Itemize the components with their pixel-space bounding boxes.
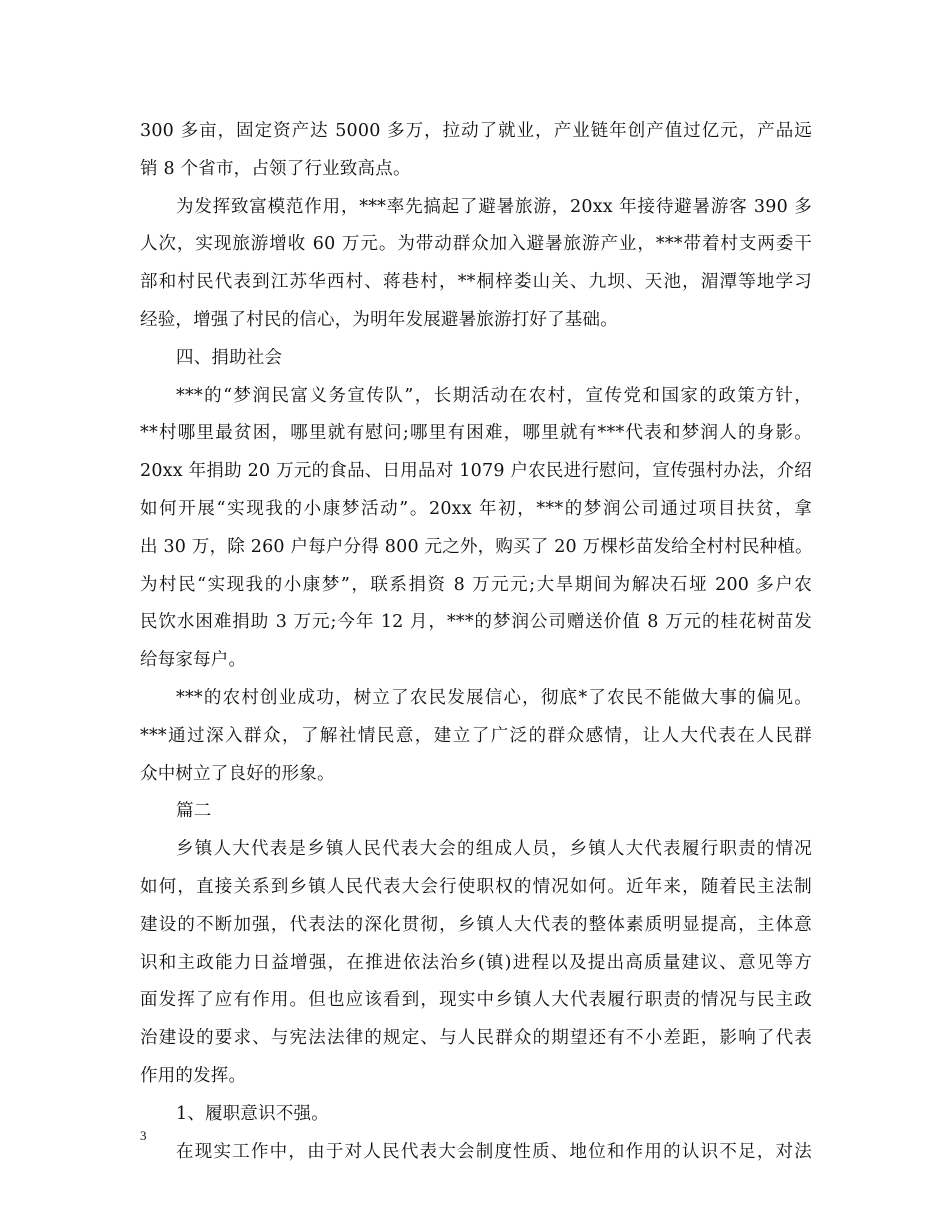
text-line: 销 8 个省市，占领了行业致高点。	[140, 158, 411, 179]
text-line: 部和村民代表到江苏华西村、蒋巷村，**桐梓娄山关、九坝、天池，湄潭等地学习	[140, 272, 812, 293]
text-line: 出 30 万，除 260 户每户分得 800 元之外，购买了 20 万棵杉苗发给全村村民种植。	[140, 536, 813, 557]
text-line: ***的农村创业成功，树立了农民发展信心，彻底*了农民不能做大事的偏见。	[176, 687, 812, 708]
text-line: 篇二	[176, 801, 212, 822]
text-line: 作用的发挥。	[140, 1065, 247, 1086]
text-line: **村哪里最贫困，哪里就有慰问;哪里有困难，哪里就有***代表和梦润人的身影。	[140, 423, 812, 444]
text-line: 1、履职意识不强。	[176, 1103, 329, 1124]
text-line: 经验，增强了村民的信心，为明年发展避暑旅游打好了基础。	[140, 309, 618, 330]
page-number: 3	[140, 1128, 147, 1143]
text-line: 面发挥了应有作用。但也应该看到，现实中乡镇人大代表履行职责的情况与民主政	[140, 990, 812, 1011]
text-line: 如何开展“实现我的小康梦活动”。20xx 年初，***的梦润公司通过项目扶贫，拿	[140, 498, 812, 519]
text-line: 20xx 年捐助 20 万元的食品、日用品对 1079 户农民进行慰问，宣传强村办法，介绍	[140, 461, 812, 482]
text-line: 识和主政能力日益增强，在推进依法治乡(镇)进程以及提出高质量建议、意见等方	[140, 952, 812, 973]
text-line: 如何，直接关系到乡镇人民代表大会行使职权的情况如何。近年来，随着民主法制	[140, 876, 812, 897]
text-line: 为发挥致富模范作用，***率先搞起了避暑旅游，20xx 年接待避暑游客 390 多	[176, 196, 812, 217]
text-line: 四、捐助社会	[176, 347, 283, 368]
text-line: 为村民“实现我的小康梦”，联系捐资 8 万元元;大旱期间为解决石垭 200 多户农	[140, 574, 812, 595]
text-line: 给每家每户。	[140, 650, 247, 671]
document-body	[140, 113, 812, 1171]
text-line: 乡镇人大代表是乡镇人民代表大会的组成人员，乡镇人大代表履行职责的情况	[176, 839, 812, 860]
text-line: 众中树立了良好的形象。	[140, 763, 335, 784]
text-line: ***通过深入群众，了解社情民意，建立了广泛的群众感情，让人大代表在人民群	[140, 725, 812, 746]
text-line: 治建设的要求、与宪法法律的规定、与人民群众的期望还有不小差距，影响了代表	[140, 1028, 812, 1049]
text-line: 建设的不断加强，代表法的深化贯彻，乡镇人大代表的整体素质明显提高，主体意	[140, 914, 812, 935]
text-line: 在现实工作中，由于对人民代表大会制度性质、地位和作用的认识不足，对法	[176, 1141, 812, 1162]
text-line: 民饮水困难捐助 3 万元;今年 12 月，***的梦润公司赠送价值 8 万元的桂花树苗发	[140, 612, 812, 633]
text-line: 300 多亩，固定资产达 5000 多万，拉动了就业，产业链年创产值过亿元，产品远	[140, 121, 812, 141]
text-line: ***的“梦润民富义务宣传队”，长期活动在农村，宣传党和国家的政策方针，	[176, 385, 812, 406]
text-line: 人次，实现旅游增收 60 万元。为带动群众加入避暑旅游产业，***带着村支两委干	[140, 234, 812, 255]
